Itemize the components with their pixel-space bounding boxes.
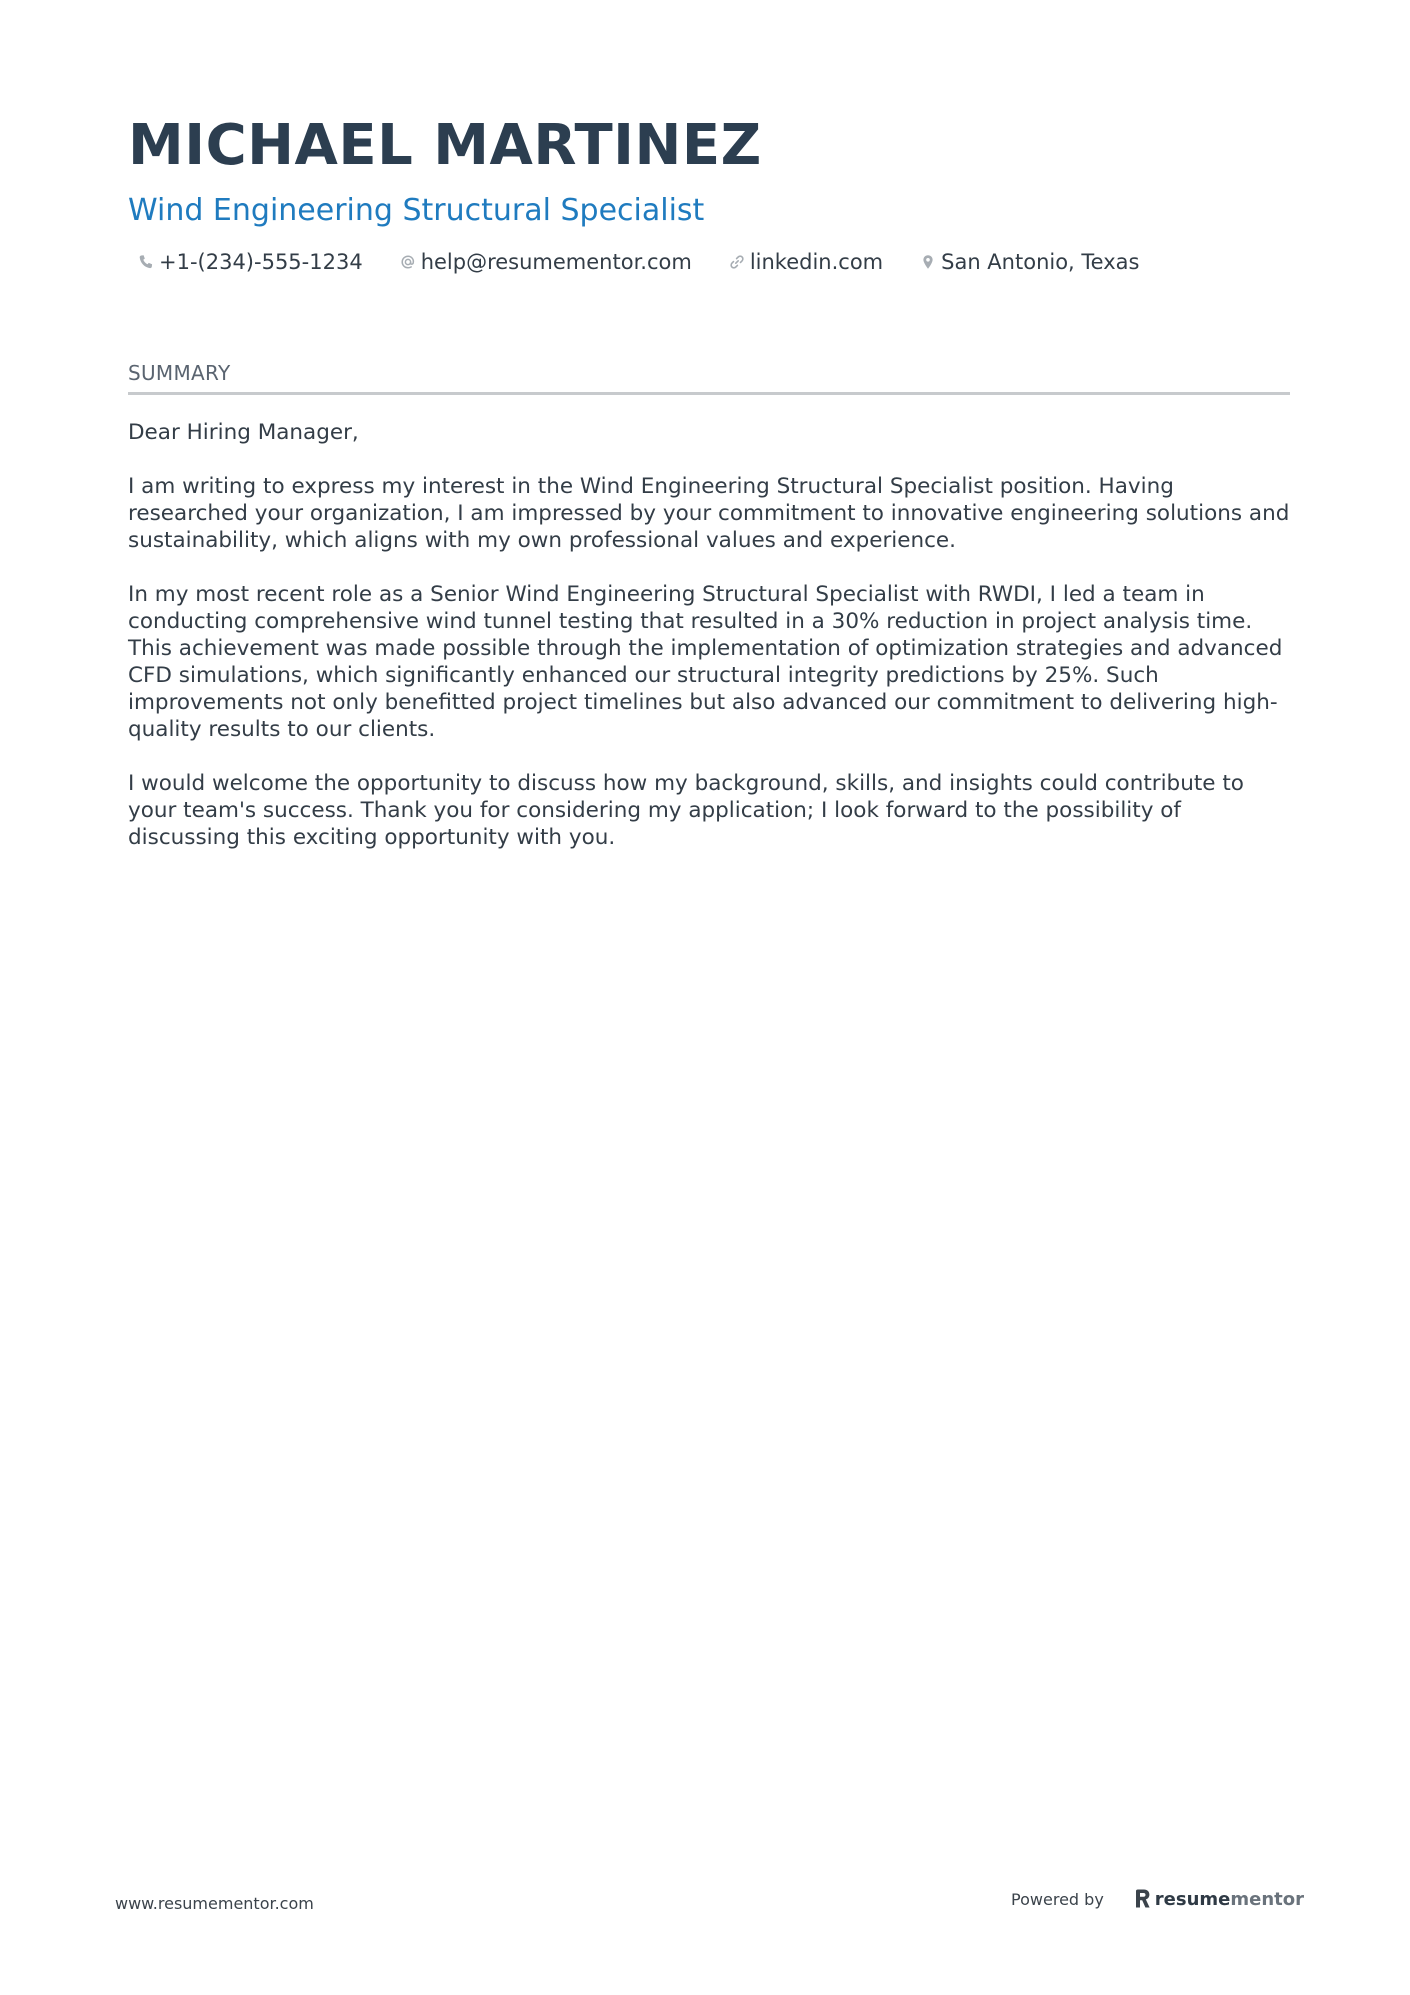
footer-website[interactable]: www.resumementor.com [115,1894,314,1913]
contact-linkedin [719,250,883,274]
contact-location [910,250,1139,274]
summary-section [128,360,1290,878]
section-title: SUMMARY [128,360,1290,395]
letter-body [128,419,1290,851]
brand-name-part1: resume [1154,1888,1231,1910]
letter-paragraph: In my most recent role as a Senior Wind Engineering Structural Specialist with RWDI, I led a team in conducting comprehensive wind tunnel testing that resulted in a 30% reduction in project analysis time. This achievement was made possible through the implementation of optimization strategies and advanced CFD simulations, which significantly enhanced our structural integrity predictions by 25%. Such improvements not only benefitted project timelines but also advanced our commitment to delivering high-quality results to our clients. [128,582,1283,742]
salutation: Dear Hiring Manager, [128,420,359,445]
letter-paragraph: I am writing to express my interest in the Wind Engineering Structural Specialist position. Having researched your organization, I am impressed by your commitment to innovative engineering solutions and sustainability, which aligns with my own professional values and experience. [128,474,1290,553]
location-pin-icon [918,252,938,272]
letter-paragraph: I would welcome the opportunity to discuss how my background, skills, and insights could contribute to your team's success. Thank you for considering my application; I look forward to the possibility of discussing this exciting opportunity with you. [128,771,1244,850]
location: San Antonio, Texas [941,250,1140,274]
brand-name-part2: mentor [1230,1888,1304,1910]
contact-bar [128,250,1288,274]
header [128,110,1288,274]
job-title: Wind Engineering Structural Specialist [128,193,705,228]
at-icon [398,252,418,272]
resumementor-logo-icon [1134,1888,1152,1910]
footer-brand-area [1011,1888,1304,1910]
email-address: help@resumementor.com [420,250,692,274]
contact-phone [128,250,363,274]
link-icon [727,252,747,272]
linkedin-link[interactable]: linkedin.com [749,250,884,274]
contact-email [390,250,692,274]
candidate-name: MICHAEL MARTINEZ [128,113,762,178]
phone-icon [136,252,156,272]
phone-number: +1-(234)-555-1234 [159,250,363,274]
brand-logo[interactable] [1134,1888,1304,1910]
powered-by-label: Powered by [1011,1889,1104,1909]
